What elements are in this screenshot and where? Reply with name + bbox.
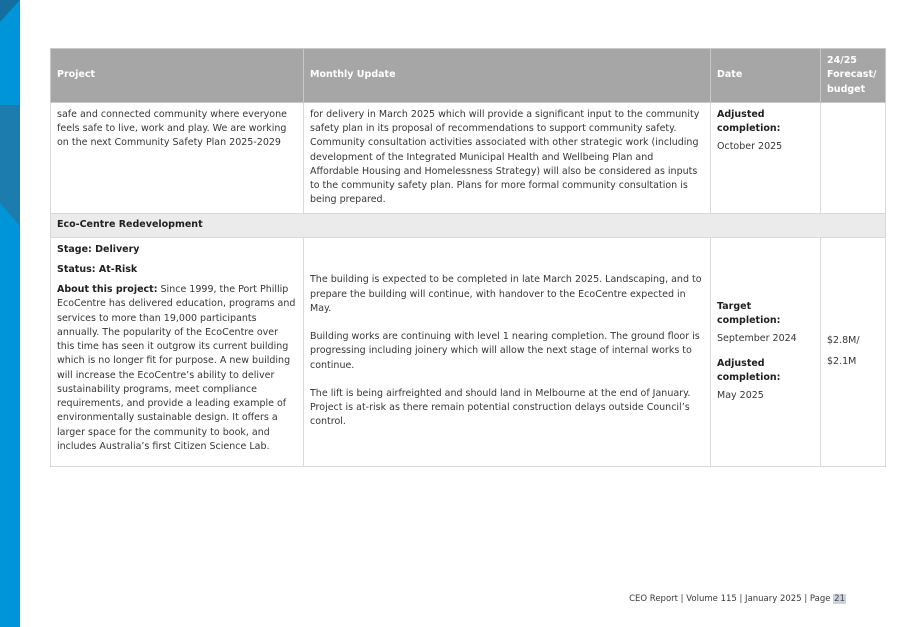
sidebar-accent-bar [0,0,20,627]
projects-table [50,48,886,467]
monthly-update-paragraph-3: The lift is being airfreighted and should land in Melbourne at the end of January. Project is at-risk as there remain potential construction delays outside Council’s control. [310,387,691,428]
column-header-project [51,49,304,103]
cell-monthly-update-continuation [304,102,711,213]
monthly-update-continuation-text: for delivery in March 2025 which will provide a significant input to the community safety plan in its proposal of recommendations to support community safety. Community consultation activities associated with other strategic work (including development of the Integrated Municipal Health and Wellbeing Plan and Affordable Housing and Homelessness Strategy) will also be considered as inputs to the community safety plan. Plans for more formal community consultation is being prepared. [310,108,700,206]
column-header-date-label: Date [717,69,743,81]
sidebar-top-triangle [0,0,20,22]
stage-text: Stage: Delivery [57,243,140,255]
table-row-eco-centre [51,237,886,466]
cell-budget-eco-centre [821,237,886,466]
monthly-update-paragraph-2: Building works are continuing with level 1 nearing completion. The ground floor is progressing including joinery which will allow the next stage of internal works to continue. [310,331,700,371]
sidebar-mid-band [0,105,20,226]
column-header-monthly-update-label: Monthly Update [310,69,396,81]
cell-budget-continuation [821,102,886,213]
table-row-continuation [51,102,886,213]
column-header-date [711,49,821,103]
adjusted-completion-label-eco: Adjusted completion: [717,357,781,383]
about-project-text: Since 1999, the Port Phillip EcoCentre has delivered education, programs and services to more than 19,000 participants annually. The popularity of the EcoCentre over this time has seen it outgrow its current building which is no longer fit for purpose. A new building will increase the EcoCentre’s ability to deliver sustainability programs, meet compliance requirements, and provide a leading example of environmentally sustainable design. It offers a larger space for the community to book, and includes Australia’s first Citizen Science Lab. [57,284,296,452]
cell-date-continuation [711,102,821,213]
target-completion-value: September 2024 [717,333,797,345]
cell-monthly-update-eco-centre [304,237,711,466]
forecast-header-line3: budget [827,83,866,95]
section-header-title: Eco-Centre Redevelopment [57,218,203,230]
report-page-body [50,48,886,467]
cell-project-continuation [51,102,304,213]
about-project-paragraph [57,283,296,454]
page-footer [629,594,846,604]
section-header-cell [51,213,886,237]
adjusted-completion-value: October 2025 [717,141,783,153]
adjusted-completion-value-eco: May 2025 [717,390,764,401]
footer-page-number: 21 [834,594,845,604]
adjusted-completion-label: Adjusted completion: [717,108,781,134]
forecast-header-line1: 24/25 [827,55,857,66]
budget-actual-value: $2.1M [827,355,857,367]
column-header-forecast-budget [821,49,886,103]
forecast-header-line2: Forecast/ [827,69,877,81]
table-row-section-header [51,213,886,237]
monthly-update-paragraph-1: The building is expected to be completed in late March 2025. Landscaping, and to prepare the building will continue, with handover to the EcoCentre expected in May. [310,274,702,314]
cell-date-eco-centre [711,237,821,466]
table-header-row [51,49,886,103]
cell-project-eco-centre [51,237,304,466]
about-project-label: About this project: [57,284,158,295]
project-continuation-text: safe and connected community where everyone feels safe to live, work and play. We are working on the next Community Safety Plan 2025-2029 [57,108,287,149]
footer-text: CEO Report | Volume 115 | January 2025 | Page [629,594,831,604]
status-text: Status: At-Risk [57,263,138,275]
budget-forecast-value: $2.8M/ [827,335,860,347]
column-header-project-label: Project [57,69,96,81]
target-completion-label: Target completion: [717,300,781,326]
column-header-monthly-update [304,49,711,103]
